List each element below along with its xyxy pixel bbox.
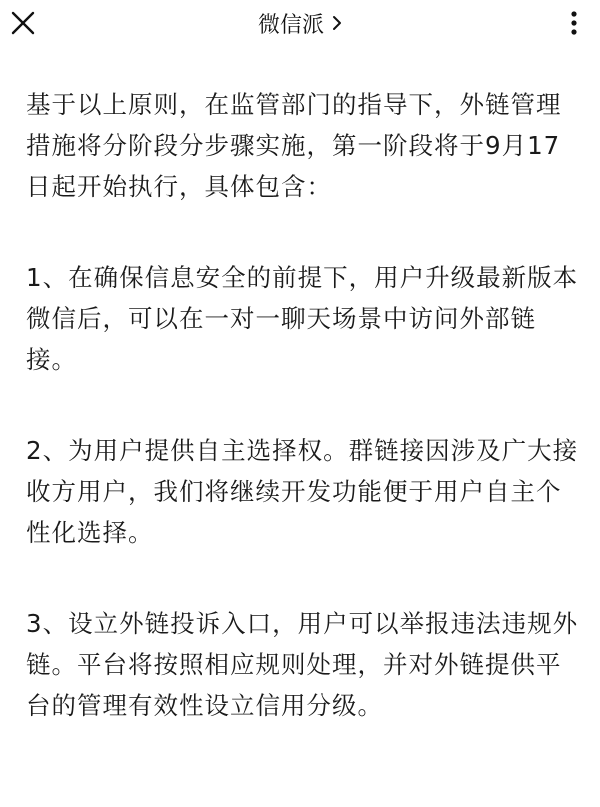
page-title: 微信派 <box>257 12 325 38</box>
article-paragraph-intro: 基于以上原则，在监管部门的指导下，外链管理措施将分阶段分步骤实施，第一阶段将于9月17日起开始执行，具体包含： <box>26 90 562 201</box>
chevron-right-icon <box>332 15 342 31</box>
article-paragraph-2: 2、为用户提供自主选择权。群链接因涉及广大接收方用户，我们将继续开发功能便于用户自主个性化选择。 <box>26 436 579 547</box>
article-body <box>0 48 600 726</box>
account-title-link[interactable] <box>258 0 342 46</box>
article-paragraph-3: 3、设立外链投诉入口，用户可以举报违法违规外链。平台将按照相应规则处理，并对外链提供平台的管理有效性设立信用分级。 <box>26 609 579 720</box>
more-vertical-icon <box>570 10 578 36</box>
close-button[interactable] <box>0 0 46 46</box>
nav-bar <box>0 0 600 48</box>
more-button[interactable] <box>548 0 600 46</box>
article-paragraph-1: 1、在确保信息安全的前提下，用户升级最新版本微信后，可以在一对一聊天场景中访问外部链接。 <box>26 263 579 374</box>
close-icon <box>10 10 36 36</box>
